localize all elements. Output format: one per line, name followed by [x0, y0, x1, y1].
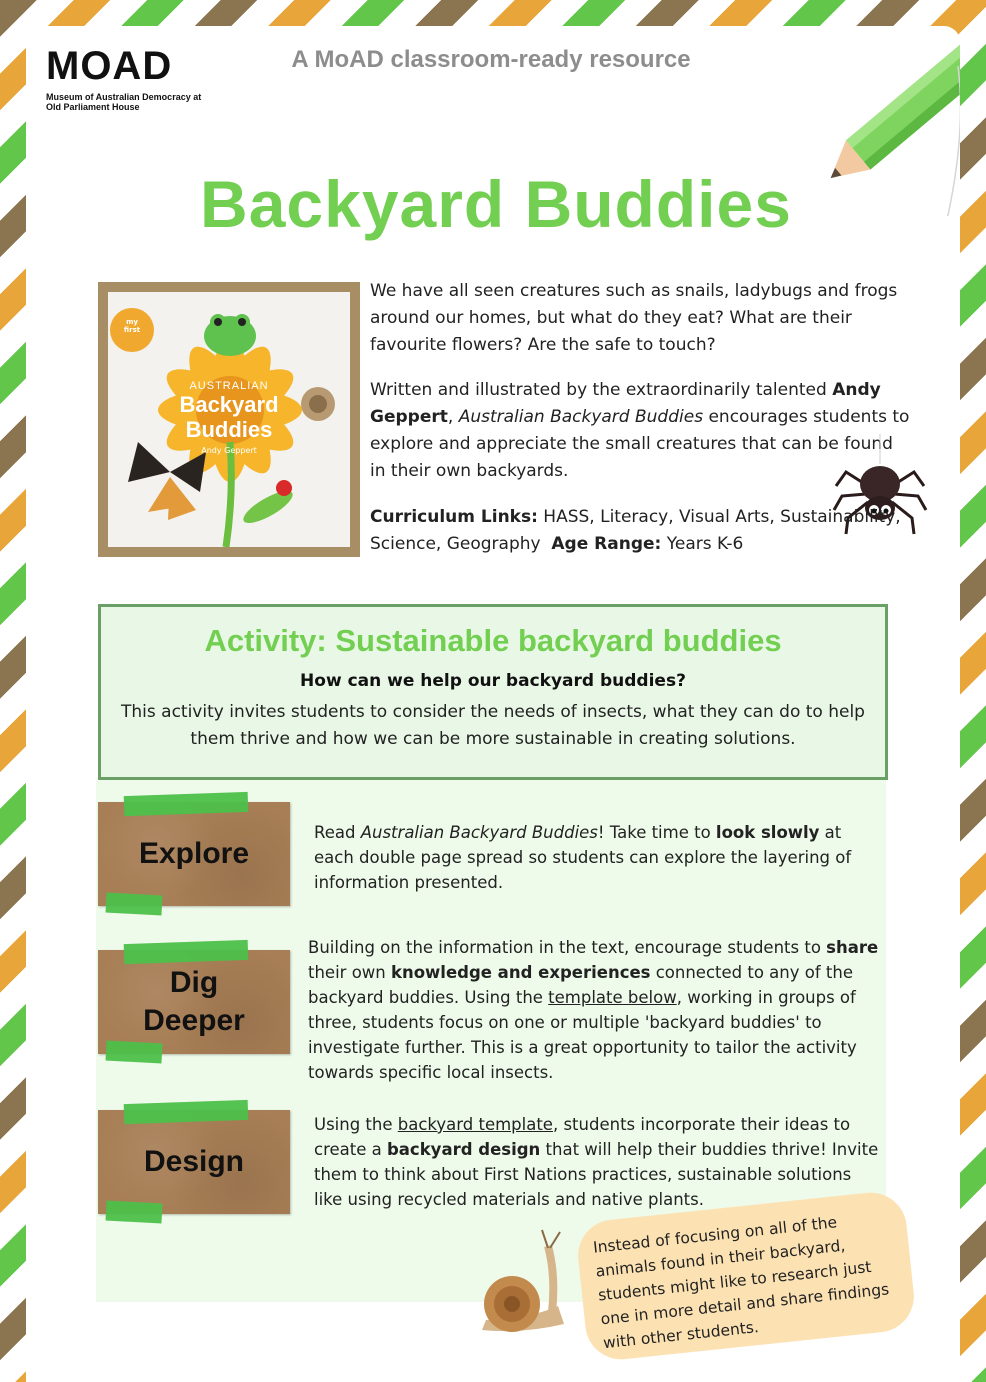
cover-series: AUSTRALIAN [189, 380, 269, 392]
step-emphasis: share [826, 938, 879, 957]
age-range-label: Age Range: [551, 534, 662, 554]
step-label-text: Design [143, 1145, 245, 1178]
step-label-line2: Deeper [143, 1004, 245, 1037]
age-range-value: Years K-6 [661, 534, 744, 554]
step-design-text [314, 1112, 884, 1212]
step-explore-text [314, 820, 874, 895]
step-text-part: , working in groups of three, students focus on one or multiple 'backyard buddies' to investigate further. This is a great opportunity to tailor the activity towards specific local insects. [308, 988, 857, 1082]
step-text-part: at each double page spread so students can explore the layering of information presented. [314, 823, 852, 892]
step-emphasis: backyard design [386, 1140, 541, 1159]
step-emphasis: knowledge and experiences [390, 963, 651, 982]
resource-tagline: A MoAD classroom-ready resource [291, 46, 691, 73]
step-text-part: that will help their buddies thrive! Invite them to think about First Nations practices, sustainable solutions like using recycled materials and native plants. [314, 1140, 879, 1209]
intro-paragraph-2 [370, 377, 910, 485]
step-text-part: connected to any of the backyard buddies. Using the [308, 963, 853, 1007]
intro-text-part: , [447, 407, 459, 427]
book-cover [98, 282, 360, 557]
step-text-part: Building on the information in the text, encourage students to [308, 938, 827, 957]
cover-badge [120, 318, 144, 334]
tape-strip [106, 1201, 163, 1224]
cardboard-label [98, 1110, 290, 1214]
step-explore-label [98, 802, 290, 906]
cardboard-label [98, 950, 290, 1054]
book-title: Australian Backyard Buddies [360, 823, 598, 842]
tape-strip [106, 893, 163, 916]
book-cover-artwork [108, 292, 350, 547]
step-dig-deeper-text [308, 935, 888, 1085]
step-design-label [98, 1110, 290, 1214]
activity-box [98, 604, 888, 780]
intro-text-part: encourages students to explore and appreciate the small creatures that can be found in their own backyards. [370, 407, 910, 481]
tape-strip [106, 1041, 163, 1064]
moad-logo-subtitle: Museum of Australian Democracy at Old Parliament House [46, 92, 202, 112]
step-dig-deeper-label [98, 950, 290, 1054]
template-link[interactable]: template below [548, 988, 677, 1007]
intro-text-part: Written and illustrated by the extraordinarily talented [370, 380, 833, 400]
step-text-part: Read [314, 823, 361, 842]
intro-paragraph-1: We have all seen creatures such as snails, ladybugs and frogs around our homes, but what do they eat? What are their favourite flowers? Are the safe to touch? [370, 281, 898, 355]
tip-note-text: Instead of focusing on all of the animals found in their backyard, students might like to research just one in more detail and share findings with other students. [592, 1213, 890, 1353]
cover-author: Andy Geppert [201, 446, 257, 455]
activity-question: How can we help our backyard buddies? [300, 671, 686, 691]
curriculum-value: HASS, Literacy, Visual Arts, Sustainability, Science, Geography [370, 507, 901, 554]
cover-title [108, 392, 350, 442]
book-title: Australian Backyard Buddies [458, 407, 704, 427]
activity-title: Activity: Sustainable backyard buddies [204, 623, 782, 658]
moad-logo [46, 42, 172, 90]
cover-badge-line2: first [123, 326, 141, 334]
backyard-template-link[interactable]: backyard template [397, 1115, 553, 1134]
page-title: Backyard Buddies [200, 167, 792, 241]
curriculum-info [370, 504, 930, 558]
resource-sheet [26, 26, 960, 1382]
cover-title-line2: Buddies [185, 417, 273, 442]
cover-badge-line1: my [126, 318, 138, 326]
author-name: Andy Geppert [370, 380, 881, 427]
snail-icon [472, 1226, 572, 1336]
intro-text [370, 278, 910, 503]
step-emphasis: look slowly [715, 823, 820, 842]
curriculum-label: Curriculum Links: [370, 507, 538, 527]
step-text-part: ! Take time to [597, 823, 716, 842]
step-text-part: their own [308, 963, 391, 982]
cover-title-line1: Backyard [179, 392, 279, 417]
activity-description: This activity invites students to consider the needs of insects, what they can do to help them thrive and how we can be more sustainable in creating solutions. [121, 702, 865, 749]
cardboard-label [98, 802, 290, 906]
step-text-part: , students incorporate their ideas to create a [314, 1115, 851, 1159]
step-label-text [143, 964, 245, 1040]
moad-logo-text: MOAD [46, 44, 173, 88]
step-label-text: Explore [138, 837, 250, 870]
step-text-part: Using the [314, 1115, 398, 1134]
step-label-line1: Dig [169, 966, 219, 999]
